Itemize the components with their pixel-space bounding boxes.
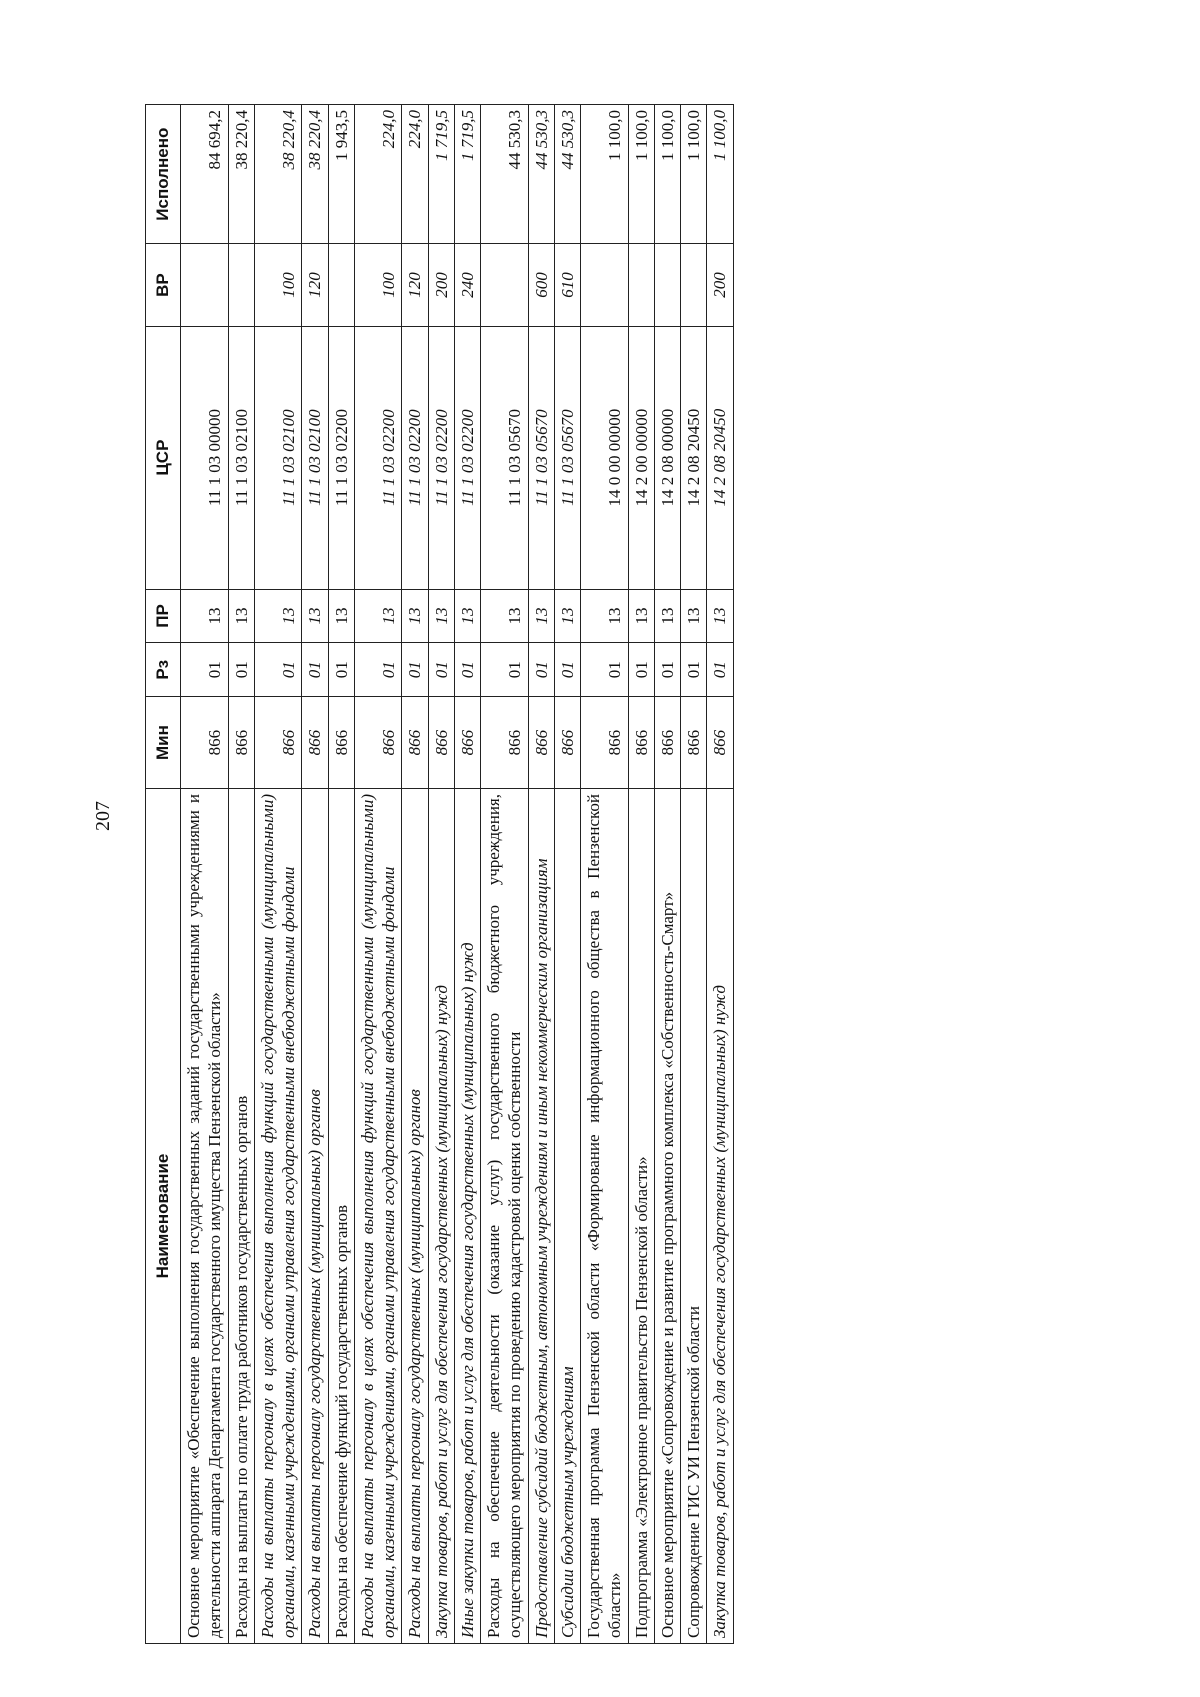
cell-done: 1 100,0: [681, 105, 707, 244]
cell-vr: 120: [402, 244, 428, 326]
cell-csr: 14 2 08 20450: [681, 326, 707, 589]
cell-vr: [328, 244, 354, 326]
cell-done: 44 530,3: [528, 105, 554, 244]
cell-min: 866: [302, 697, 328, 789]
cell-rz: 01: [328, 643, 354, 697]
cell-name: Расходы на выплаты персоналу в целях обеспечения выполнения функций государственными (муниципальными) органами, казенными учреждениями, органами управления государственными внебюджетными фондами: [254, 789, 302, 1644]
cell-pr: 13: [254, 589, 302, 643]
cell-vr: [181, 244, 229, 326]
cell-done: 44 530,3: [554, 105, 580, 244]
cell-csr: 11 1 03 05670: [481, 326, 529, 589]
cell-pr: 13: [481, 589, 529, 643]
cell-done: 1 100,0: [628, 105, 654, 244]
header-name: Наименование: [146, 789, 181, 1644]
cell-rz: 01: [302, 643, 328, 697]
cell-min: 866: [428, 697, 454, 789]
cell-rz: 01: [654, 643, 680, 697]
header-vr: ВР: [146, 244, 181, 326]
cell-min: 866: [528, 697, 554, 789]
cell-vr: 100: [354, 244, 402, 326]
cell-pr: 13: [181, 589, 229, 643]
table-row: [454, 105, 480, 1644]
cell-vr: [628, 244, 654, 326]
cell-rz: 01: [528, 643, 554, 697]
header-rz: Рз: [146, 643, 181, 697]
cell-pr: 13: [402, 589, 428, 643]
cell-min: 866: [554, 697, 580, 789]
table-row: [328, 105, 354, 1644]
cell-min: 866: [354, 697, 402, 789]
cell-done: 1 719,5: [428, 105, 454, 244]
cell-csr: 11 1 03 02100: [228, 326, 254, 589]
cell-name: Основное мероприятие «Сопровождение и развитие программного комплекса «Собственность-Смарт»: [654, 789, 680, 1644]
cell-done: 1 100,0: [581, 105, 629, 244]
cell-min: 866: [628, 697, 654, 789]
table-row: [181, 105, 229, 1644]
cell-name: Сопровождение ГИС УИ Пензенской области: [681, 789, 707, 1644]
cell-rz: 01: [481, 643, 529, 697]
cell-name: Государственная программа Пензенской области «Формирование информационного общества в Пензенской области»: [581, 789, 629, 1644]
cell-done: 1 100,0: [707, 105, 733, 244]
page-number: 207: [92, 801, 114, 831]
cell-pr: 13: [581, 589, 629, 643]
cell-pr: 13: [528, 589, 554, 643]
cell-rz: 01: [228, 643, 254, 697]
cell-name: Расходы на выплаты персоналу в целях обеспечения выполнения функций государственными (муниципальными) органами, казенными учреждениями, органами управления государственными внебюджетными фондами: [354, 789, 402, 1644]
cell-csr: 11 1 03 02200: [454, 326, 480, 589]
cell-rz: 01: [581, 643, 629, 697]
cell-min: 866: [454, 697, 480, 789]
cell-min: 866: [654, 697, 680, 789]
table-row: [707, 105, 733, 1644]
cell-name: Закупка товаров, работ и услуг для обеспечения государственных (муниципальных) нужд: [428, 789, 454, 1644]
cell-name: Закупка товаров, работ и услуг для обеспечения государственных (муниципальных) нужд: [707, 789, 733, 1644]
cell-vr: 100: [254, 244, 302, 326]
table-row: [254, 105, 302, 1644]
budget-table: [145, 104, 734, 1644]
cell-done: 1 719,5: [454, 105, 480, 244]
cell-csr: 11 1 03 02200: [354, 326, 402, 589]
table-row: [481, 105, 529, 1644]
cell-vr: [228, 244, 254, 326]
table-row: [681, 105, 707, 1644]
cell-pr: 13: [302, 589, 328, 643]
table-row: [302, 105, 328, 1644]
cell-name: Подпрограмма «Электронное правительство Пензенской области»: [628, 789, 654, 1644]
cell-pr: 13: [707, 589, 733, 643]
table-row: [528, 105, 554, 1644]
header-pr: ПР: [146, 589, 181, 643]
cell-csr: 11 1 03 02100: [254, 326, 302, 589]
cell-vr: 240: [454, 244, 480, 326]
cell-pr: 13: [554, 589, 580, 643]
cell-name: Субсидии бюджетным учреждениям: [554, 789, 580, 1644]
cell-vr: [654, 244, 680, 326]
table-row: [654, 105, 680, 1644]
cell-name: Расходы на выплаты персоналу государственных (муниципальных) органов: [402, 789, 428, 1644]
cell-vr: 610: [554, 244, 580, 326]
cell-csr: 11 1 03 00000: [181, 326, 229, 589]
cell-min: 866: [681, 697, 707, 789]
cell-csr: 11 1 03 02200: [328, 326, 354, 589]
table-row: [402, 105, 428, 1644]
table-row: [581, 105, 629, 1644]
header-done: Исполнено: [146, 105, 181, 244]
cell-csr: 14 2 08 20450: [707, 326, 733, 589]
cell-csr: 14 2 08 00000: [654, 326, 680, 589]
cell-vr: 120: [302, 244, 328, 326]
table-row: [628, 105, 654, 1644]
cell-name: Расходы на выплаты персоналу государственных (муниципальных) органов: [302, 789, 328, 1644]
cell-done: 38 220,4: [254, 105, 302, 244]
cell-rz: 01: [181, 643, 229, 697]
cell-min: 866: [402, 697, 428, 789]
cell-min: 866: [228, 697, 254, 789]
cell-done: 38 220,4: [228, 105, 254, 244]
cell-vr: [681, 244, 707, 326]
header-csr: ЦСР: [146, 326, 181, 589]
cell-csr: 11 1 03 02100: [302, 326, 328, 589]
cell-min: 866: [254, 697, 302, 789]
cell-name: Основное мероприятие «Обеспечение выполнения государственных заданий государственными учреждениями и деятельности аппарата Департамента государственного имущества Пензенской области»: [181, 789, 229, 1644]
cell-rz: 01: [681, 643, 707, 697]
cell-rz: 01: [254, 643, 302, 697]
cell-min: 866: [707, 697, 733, 789]
table-row: [354, 105, 402, 1644]
table-header-row: [146, 105, 181, 1644]
cell-rz: 01: [707, 643, 733, 697]
cell-csr: 14 0 00 00000: [581, 326, 629, 589]
header-min: Мин: [146, 697, 181, 789]
cell-pr: 13: [454, 589, 480, 643]
cell-rz: 01: [454, 643, 480, 697]
cell-rz: 01: [402, 643, 428, 697]
cell-pr: 13: [354, 589, 402, 643]
table-row: [554, 105, 580, 1644]
cell-vr: 600: [528, 244, 554, 326]
cell-done: 84 694,2: [181, 105, 229, 244]
cell-name: Предоставление субсидий бюджетным, автономным учреждениям и иным некоммерческим организациям: [528, 789, 554, 1644]
cell-pr: 13: [628, 589, 654, 643]
cell-pr: 13: [681, 589, 707, 643]
cell-vr: 200: [428, 244, 454, 326]
cell-rz: 01: [554, 643, 580, 697]
cell-name: Расходы на обеспечение деятельности (оказание услуг) государственного бюджетного учреждения, осуществляющего мероприятия по проведению кадастровой оценки собственности: [481, 789, 529, 1644]
cell-min: 866: [328, 697, 354, 789]
cell-done: 44 530,3: [481, 105, 529, 244]
cell-pr: 13: [328, 589, 354, 643]
cell-csr: 11 1 03 02200: [428, 326, 454, 589]
cell-min: 866: [181, 697, 229, 789]
cell-name: Расходы на выплаты по оплате труда работников государственных органов: [228, 789, 254, 1644]
cell-done: 38 220,4: [302, 105, 328, 244]
cell-pr: 13: [428, 589, 454, 643]
table-row: [228, 105, 254, 1644]
cell-rz: 01: [628, 643, 654, 697]
rotated-table-container: [145, 104, 1065, 1644]
cell-name: Иные закупки товаров, работ и услуг для обеспечения государственных (муниципальных) нужд: [454, 789, 480, 1644]
cell-rz: 01: [354, 643, 402, 697]
cell-done: 224,0: [354, 105, 402, 244]
table-row: [428, 105, 454, 1644]
cell-vr: [481, 244, 529, 326]
cell-csr: 11 1 03 05670: [528, 326, 554, 589]
cell-vr: [581, 244, 629, 326]
cell-min: 866: [581, 697, 629, 789]
cell-pr: 13: [654, 589, 680, 643]
cell-rz: 01: [428, 643, 454, 697]
cell-done: 1 943,5: [328, 105, 354, 244]
cell-name: Расходы на обеспечение функций государственных органов: [328, 789, 354, 1644]
cell-pr: 13: [228, 589, 254, 643]
cell-vr: 200: [707, 244, 733, 326]
cell-csr: 14 2 00 00000: [628, 326, 654, 589]
cell-done: 224,0: [402, 105, 428, 244]
cell-csr: 11 1 03 05670: [554, 326, 580, 589]
cell-done: 1 100,0: [654, 105, 680, 244]
cell-min: 866: [481, 697, 529, 789]
cell-csr: 11 1 03 02200: [402, 326, 428, 589]
